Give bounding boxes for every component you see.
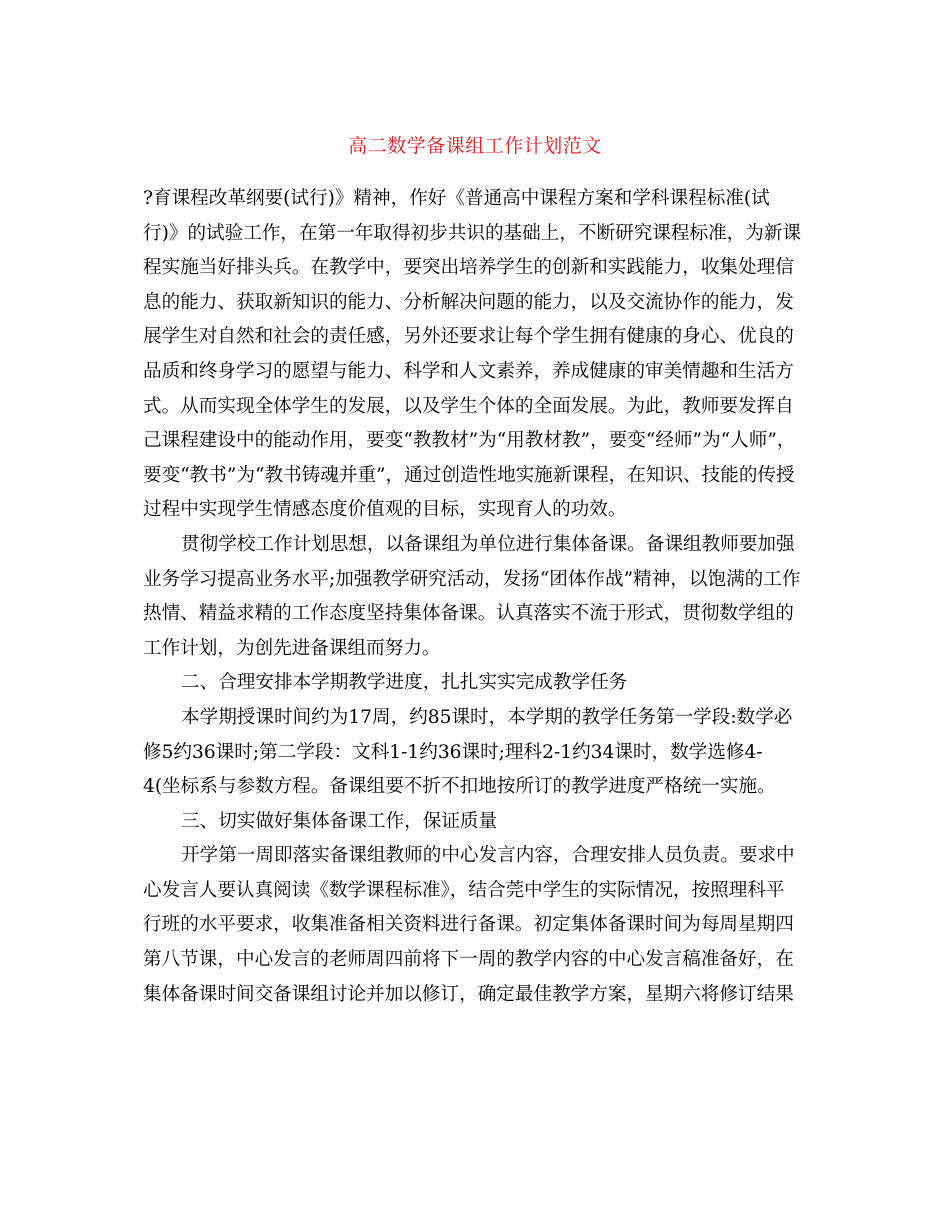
document-title: 高二数学备课组工作计划范文 [348, 135, 602, 157]
body-text-line: 业务学习提高业务水平;加强教学研究活动，发扬“团体作战”精神，以饱满的工作 [143, 568, 801, 590]
body-text-line: 开学第一周即落实备课组教师的中心发言内容，合理安排人员负责。要求中 [181, 845, 795, 867]
body-text-line: 己课程建设中的能动作用，要变“教教材”为“用教材教”，要变“经师”为“人师”， [143, 430, 796, 452]
body-text-line: 集体备课时间交备课组讨论并加以修订，确定最佳教学方案，星期六将修订结果 [143, 983, 794, 1005]
body-text-line: 二、合理安排本学期教学进度，扎扎实实完成教学任务 [181, 672, 628, 694]
body-text-line: 心发言人要认真阅读《数学课程标准》，结合莞中学生的实际情况，按照理科平 [143, 879, 785, 901]
body-text-line: 要变“教书”为“教书铸魂并重”，通过创造性地实施新课程，在知识、技能的传授 [143, 464, 795, 486]
body-text-line: 本学期授课时间约为17周，约85课时，本学期的教学任务第一学段:数学必 [181, 706, 793, 728]
body-text-line: 行班的水平要求，收集准备相关资料进行备课。初定集体备课时间为每周星期四 [143, 914, 794, 936]
body-text-line: 品质和终身学习的愿望与能力、科学和人文素养，养成健康的审美情趣和生活方 [143, 360, 794, 382]
body-text-line: 贯彻学校工作计划思想，以备课组为单位进行集体备课。备课组教师要加强 [181, 533, 795, 555]
body-text-line: 热情、精益求精的工作态度坚持集体备课。认真落实不流于形式，贯彻数学组的 [143, 603, 794, 625]
body-text-line: 4(坐标系与参数方程。备课组要不折不扣地按所订的教学进度严格统一实施。 [143, 776, 776, 798]
body-text-line: 过程中实现学生情感态度价值观的目标，实现育人的功效。 [143, 499, 627, 521]
body-text-line: 修5约36课时;第二学段：文科1-1约36课时;理科2-1约34课时，数学选修4- [143, 741, 763, 763]
body-text-line: 第八节课，中心发言的老师周四前将下一周的教学内容的中心发言稿准备好，在 [143, 949, 794, 971]
body-text-line: 程实施当好排头兵。在教学中，要突出培养学生的创新和实践能力，收集处理信 [143, 257, 794, 279]
body-text-line: 息的能力、获取新知识的能力、分析解决问题的能力，以及交流协作的能力，发 [143, 291, 794, 313]
body-text-line: 三、切实做好集体备课工作，保证质量 [181, 810, 498, 832]
body-text-line: 行)》的试验工作，在第一年取得初步共识的基础上，不断研究课程标准，为新课 [143, 222, 802, 244]
document-body [143, 182, 808, 1012]
body-text-line: ?育课程改革纲要(试行)》精神，作好《普通高中课程方案和学科课程标准(试 [143, 188, 770, 209]
body-text-line: 工作计划，为创先进备课组而努力。 [143, 637, 441, 659]
body-text-line: 式。从而实现全体学生的发展，以及学生个体的全面发展。为此，教师要发挥自 [143, 395, 794, 417]
body-text-line: 展学生对自然和社会的责任感，另外还要求让每个学生拥有健康的身心、优良的 [143, 326, 794, 348]
